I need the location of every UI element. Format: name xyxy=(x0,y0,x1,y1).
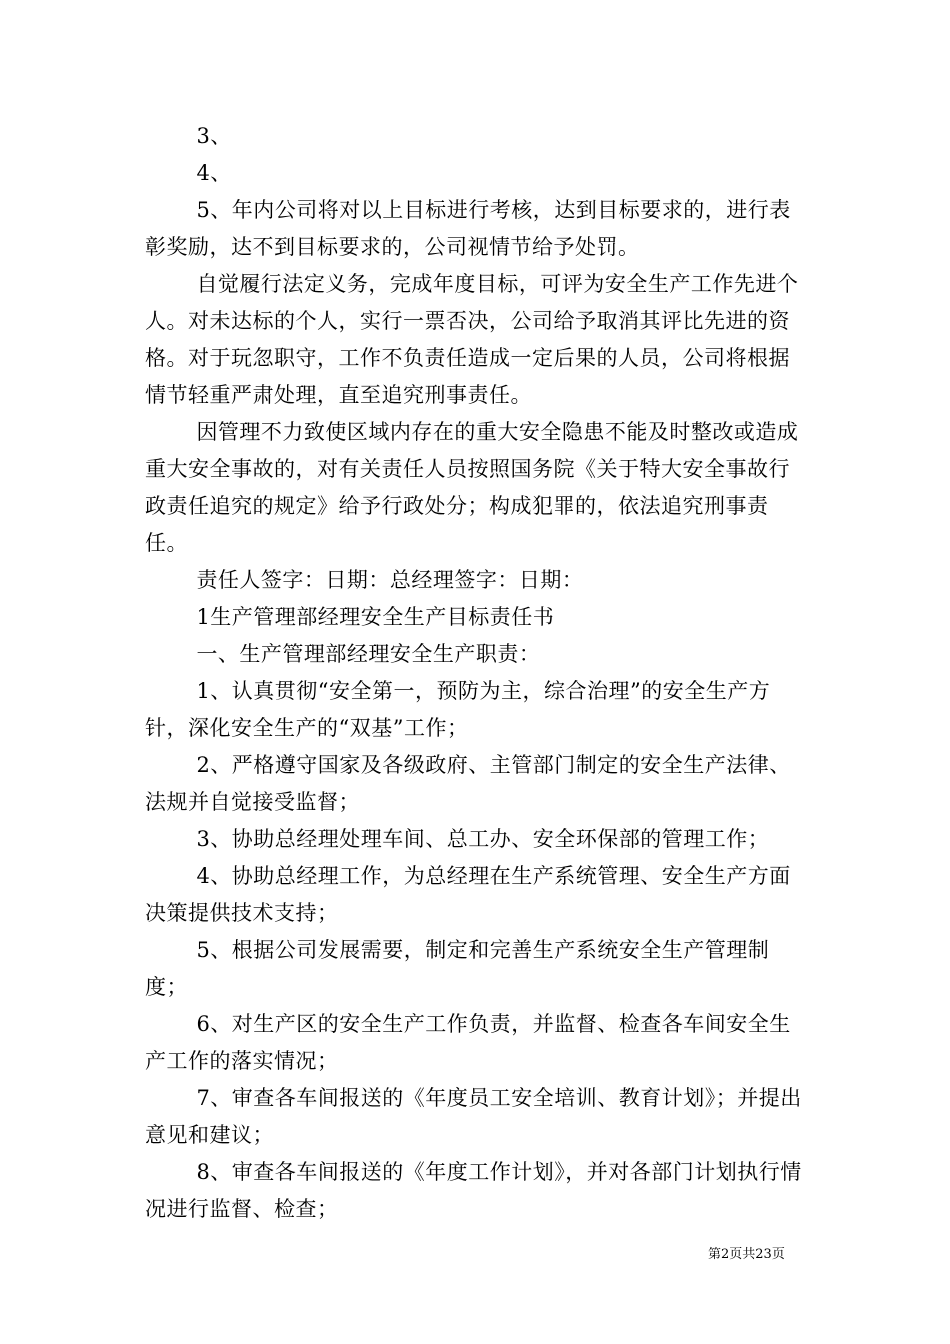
list-item: 5、根据公司发展需要，制定和完善生产系统安全生产管理制度； xyxy=(145,938,770,999)
paragraph: 3、 xyxy=(196,124,232,148)
list-item: 7、审查各车间报送的《年度员工安全培训、教育计划》；并提出意见和建议； xyxy=(145,1086,802,1147)
list-item: 8、审查各车间报送的《年度工作计划》，并对各部门计划执行情况进行监督、检查； xyxy=(145,1160,802,1221)
section-title: 1生产管理部经理安全生产目标责任书 xyxy=(196,605,555,629)
paragraph: 因管理不力致使区域内存在的重大安全隐患不能及时整改或造成重大安全事故的，对有关责任人员按照国务院《关于特大安全事故行政责任追究的规定》给予行政处分；构成犯罪的，依法追究刑事责任。 xyxy=(145,420,799,555)
signature-line: 责任人签字：日期：总经理签字：日期： xyxy=(196,568,584,592)
list-item: 1、认真贯彻“安全第一，预防为主，综合治理”的安全生产方针，深化安全生产的“双基”工作； xyxy=(145,679,771,740)
paragraph: 5、年内公司将对以上目标进行考核，达到目标要求的，进行表彰奖励，达不到目标要求的，公司视情节给予处罚。 xyxy=(145,198,791,259)
list-item: 6、对生产区的安全生产工作负责，并监督、检查各车间安全生产工作的落实情况； xyxy=(145,1012,791,1073)
document-body xyxy=(145,118,805,1228)
page-number: 第2页共23页 xyxy=(708,1247,785,1262)
section-heading: 一、生产管理部经理安全生产职责： xyxy=(196,642,541,666)
list-item: 2、严格遵守国家及各级政府、主管部门制定的安全生产法律、法规并自觉接受监督； xyxy=(145,753,791,814)
paragraph: 自觉履行法定义务，完成年度目标，可评为安全生产工作先进个人。对未达标的个人，实行一票否决，公司给予取消其评比先进的资格。对于玩忽职守，工作不负责任造成一定后果的人员，公司将根据情节轻重严肃处理，直至追究刑事责任。 xyxy=(145,272,799,407)
list-item: 3、协助总经理处理车间、总工办、安全环保部的管理工作； xyxy=(196,827,770,851)
list-item: 4、协助总经理工作，为总经理在生产系统管理、安全生产方面决策提供技术支持； xyxy=(145,864,791,925)
paragraph: 4、 xyxy=(196,161,232,185)
